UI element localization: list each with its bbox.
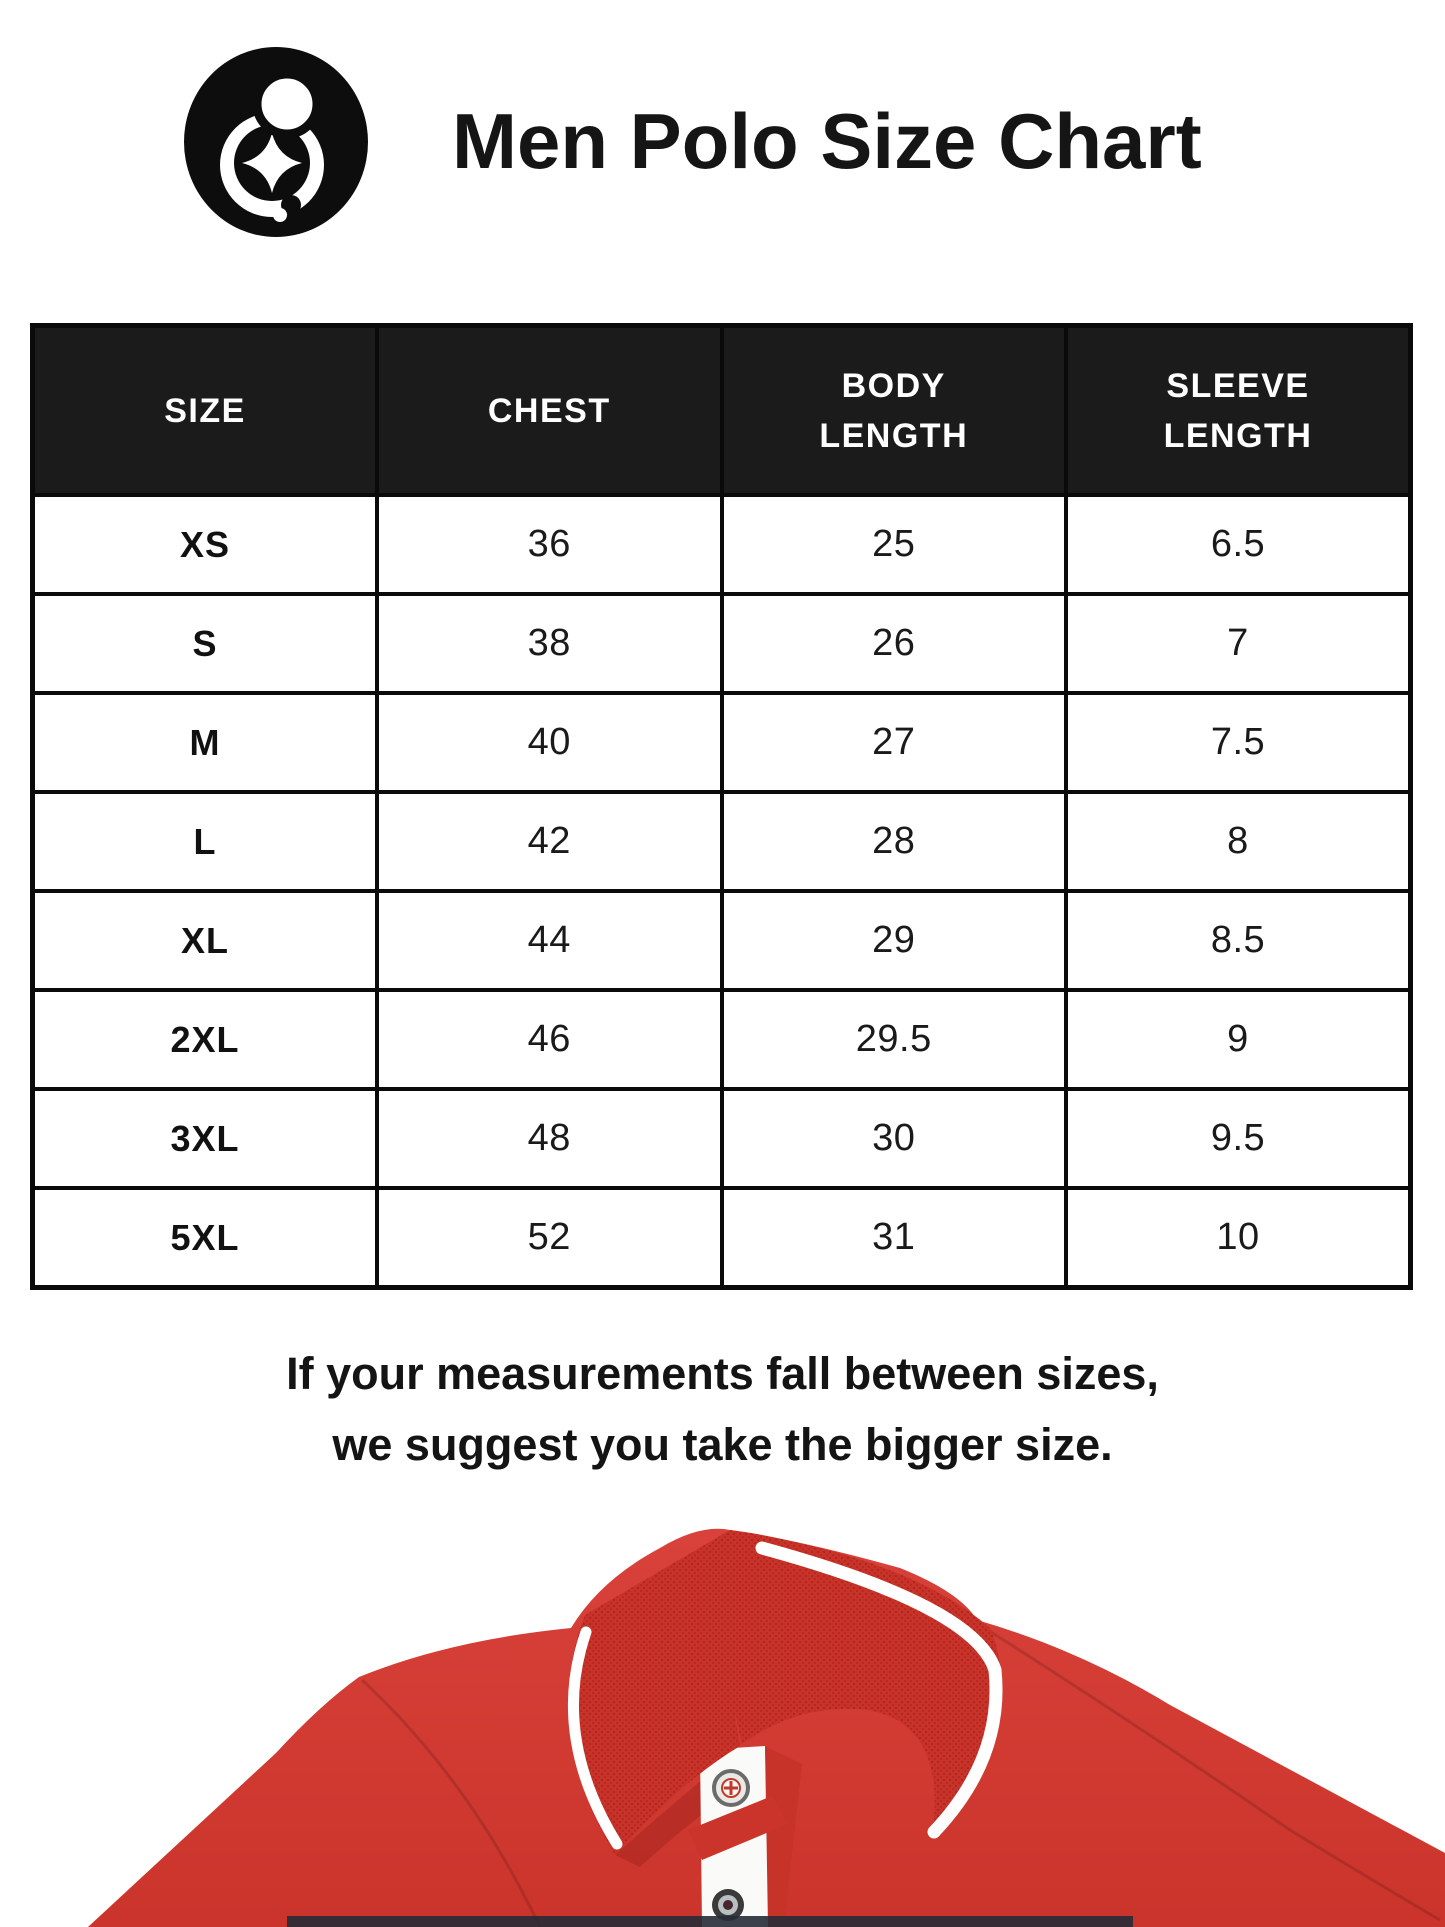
header-label-sleeve-length: SLEEVE LENGTH [1163, 366, 1313, 455]
sleeve-length-cell: 10 [1066, 1188, 1411, 1288]
fit-note [0, 1338, 1445, 1480]
sleeve-length-cell: 7.5 [1066, 693, 1411, 792]
size-table-head [33, 326, 1411, 496]
table-row-3xl [33, 1089, 1411, 1188]
size-cell: M [33, 693, 378, 792]
brand-logo-icon [184, 47, 369, 237]
header-label-body-length: BODY LENGTH [819, 366, 969, 455]
header-cell-size [33, 326, 378, 496]
size-cell: XS [33, 495, 378, 594]
chest-cell: 40 [377, 693, 722, 792]
header-label-chest: CHEST [487, 391, 611, 430]
table-row-xl [33, 891, 1411, 990]
body-length-cell: 26 [722, 594, 1067, 693]
chest-cell: 46 [377, 990, 722, 1089]
size-cell: 3XL [33, 1089, 378, 1188]
size-table [30, 323, 1413, 1290]
body-length-cell: 28 [722, 792, 1067, 891]
size-cell: 5XL [33, 1188, 378, 1288]
table-header-row [33, 326, 1411, 496]
polo-shirt-image [0, 1520, 1445, 1927]
table-row-m [33, 693, 1411, 792]
sleeve-length-cell: 7 [1066, 594, 1411, 693]
body-length-cell: 31 [722, 1188, 1067, 1288]
size-cell: 2XL [33, 990, 378, 1089]
polo-button-top [714, 1771, 748, 1805]
table-row-2xl [33, 990, 1411, 1089]
photo-bottom-strip [287, 1916, 1133, 1927]
body-length-cell: 29.5 [722, 990, 1067, 1089]
body-length-cell: 30 [722, 1089, 1067, 1188]
sleeve-length-cell: 6.5 [1066, 495, 1411, 594]
sleeve-length-cell: 9 [1066, 990, 1411, 1089]
fit-note-line-1: If your measurements fall between sizes, [286, 1348, 1159, 1399]
table-row-5xl [33, 1188, 1411, 1288]
header-cell-chest [377, 326, 722, 496]
chest-cell: 36 [377, 495, 722, 594]
table-row-s [33, 594, 1411, 693]
sleeve-length-cell: 9.5 [1066, 1089, 1411, 1188]
size-cell: S [33, 594, 378, 693]
header-label-size: SIZE [164, 391, 246, 430]
body-length-cell: 27 [722, 693, 1067, 792]
chest-cell: 42 [377, 792, 722, 891]
sleeve-length-cell: 8.5 [1066, 891, 1411, 990]
table-row-l [33, 792, 1411, 891]
table-row-xs [33, 495, 1411, 594]
size-cell: L [33, 792, 378, 891]
chest-cell: 44 [377, 891, 722, 990]
header-cell-sleeve-length [1066, 326, 1411, 496]
chest-cell: 52 [377, 1188, 722, 1288]
size-table-body [33, 495, 1411, 1288]
page-title: Men Polo Size Chart [452, 97, 1202, 185]
body-length-cell: 29 [722, 891, 1067, 990]
body-length-cell: 25 [722, 495, 1067, 594]
chest-cell: 48 [377, 1089, 722, 1188]
sleeve-length-cell: 8 [1066, 792, 1411, 891]
size-cell: XL [33, 891, 378, 990]
chest-cell: 38 [377, 594, 722, 693]
fit-note-line-2: we suggest you take the bigger size. [332, 1419, 1113, 1470]
header-cell-body-length [722, 326, 1067, 496]
